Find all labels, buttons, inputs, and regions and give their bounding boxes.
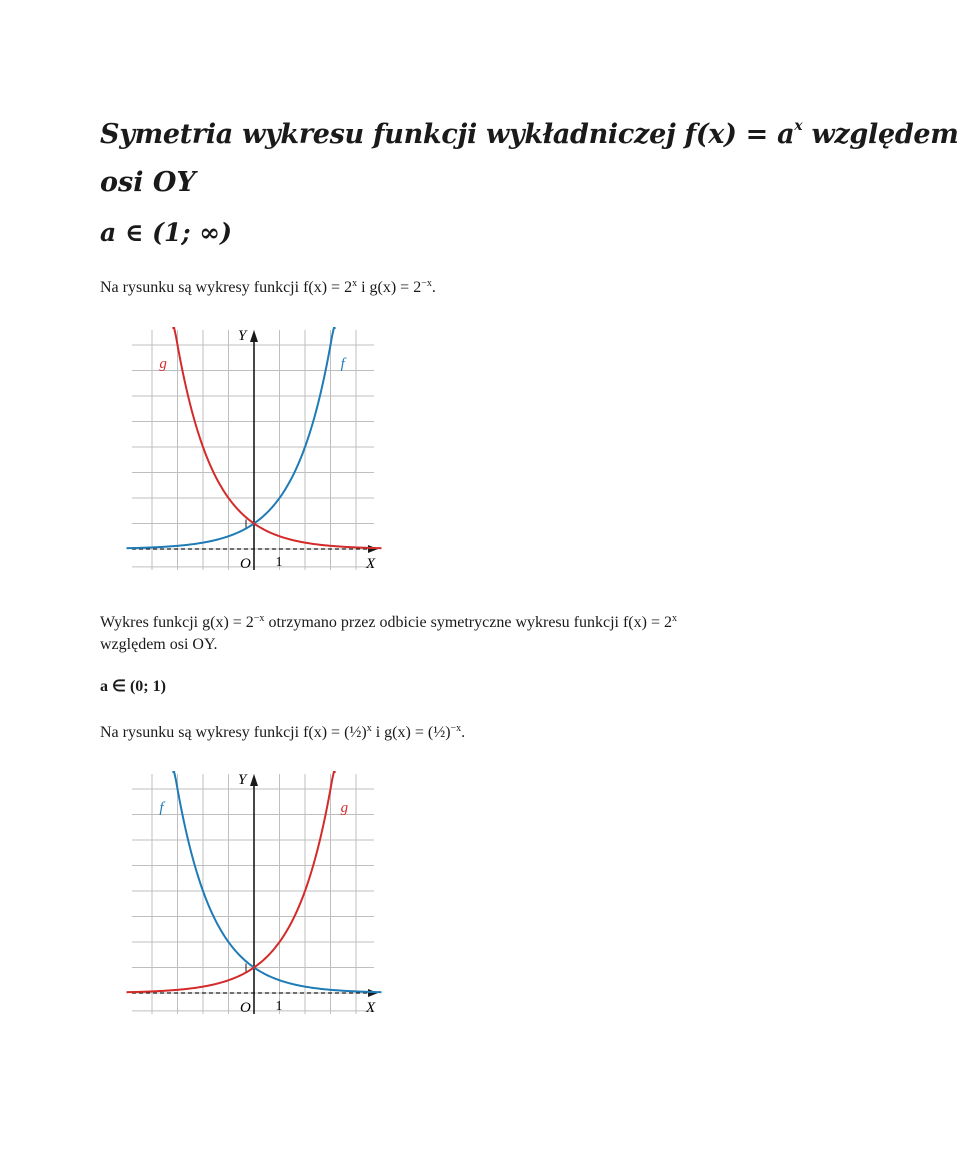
condition-heading-1: a ∈ (1; ∞) bbox=[100, 218, 232, 247]
conclusion-sup1: −x bbox=[253, 613, 265, 624]
intro2-sup2: −x bbox=[450, 723, 462, 734]
title-exponent: x bbox=[794, 118, 803, 134]
title-line-2: osi OY bbox=[100, 167, 196, 198]
series-label-g: g bbox=[159, 356, 167, 372]
origin-label: O bbox=[240, 556, 251, 572]
title-end: względem bbox=[802, 119, 959, 150]
origin-label: O bbox=[240, 1000, 251, 1016]
intro1-mid: i g(x) = 2 bbox=[357, 279, 422, 296]
title-block bbox=[100, 102, 959, 255]
conclusion-text: Wykres funkcji g(x) = 2 bbox=[100, 614, 254, 631]
conclusion-line-2: względem osi OY. bbox=[100, 636, 218, 653]
series-label-g: g bbox=[340, 800, 349, 816]
tick-label-1: 1 bbox=[275, 999, 283, 1014]
series-curve-f bbox=[172, 772, 381, 992]
intro-paragraph-2 bbox=[100, 719, 465, 743]
intro1-sup2: −x bbox=[421, 278, 432, 289]
series-curve-f bbox=[127, 328, 336, 548]
title-line-1 bbox=[100, 102, 959, 159]
intro1-end: . bbox=[431, 279, 436, 296]
conclusion-paragraph bbox=[100, 609, 677, 655]
condition-heading-2: a ∈ (0; 1) bbox=[100, 678, 166, 695]
tick-label-1: 1 bbox=[275, 555, 283, 570]
intro-paragraph-1 bbox=[100, 274, 436, 298]
conclusion-line-1 bbox=[100, 609, 677, 633]
intro1-text: Na rysunku są wykresy funkcji f(x) = 2 bbox=[100, 279, 353, 296]
y-axis-label: Y bbox=[238, 328, 247, 344]
intro2-mid: i g(x) = (½) bbox=[371, 724, 451, 741]
series-label-f: f bbox=[159, 800, 164, 816]
series-label-f: f bbox=[340, 356, 345, 372]
conclusion-sup2: x bbox=[671, 613, 677, 624]
graph-2 bbox=[128, 768, 384, 1018]
y-axis-arrow bbox=[250, 330, 258, 342]
grid bbox=[132, 330, 374, 570]
intro2-text: Na rysunku są wykresy funkcji f(x) = (½) bbox=[100, 724, 367, 741]
grid bbox=[132, 774, 374, 1014]
series-curve-g bbox=[127, 772, 336, 992]
intro1-sup1: x bbox=[352, 278, 358, 289]
title-text: Symetria wykresu funkcji wykładniczej f(x) = a bbox=[100, 119, 795, 150]
intro2-end: . bbox=[461, 724, 466, 741]
x-axis-label: X bbox=[366, 1000, 376, 1016]
intro2-sup1: x bbox=[366, 723, 372, 734]
graph-1 bbox=[128, 324, 384, 574]
y-axis-arrow bbox=[250, 774, 258, 786]
conclusion-mid: otrzymano przez odbicie symetryczne wykresu funkcji f(x) = 2 bbox=[264, 614, 672, 631]
series-curve-g bbox=[172, 328, 381, 548]
x-axis-label: X bbox=[366, 556, 376, 572]
y-axis-label: Y bbox=[238, 772, 247, 788]
